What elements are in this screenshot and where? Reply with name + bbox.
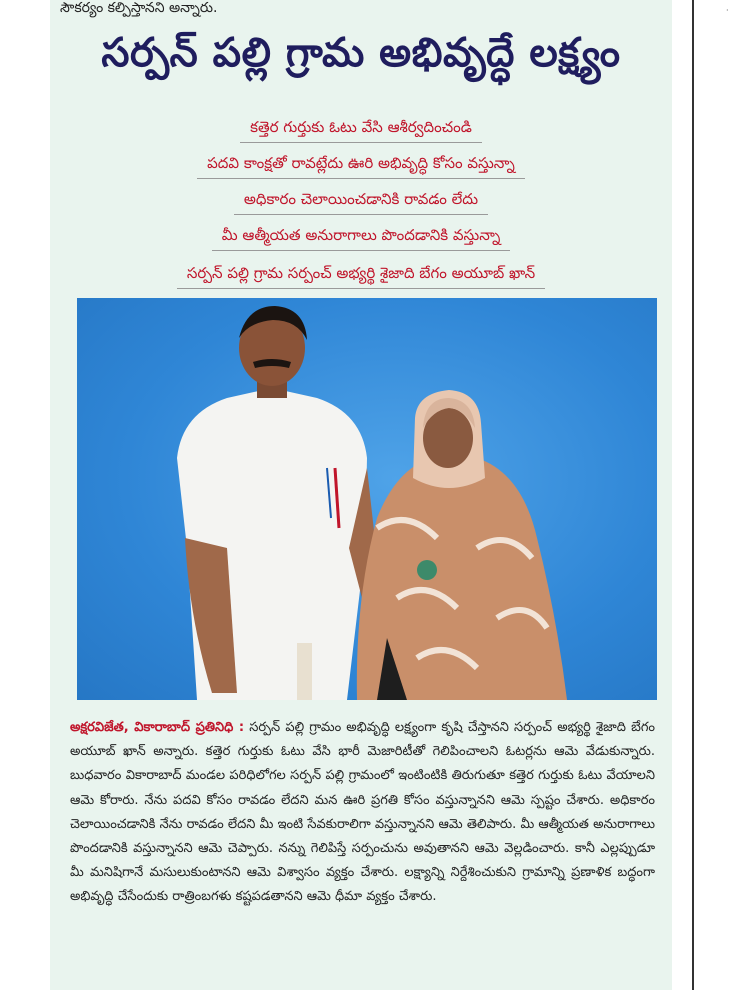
man-figure [177,306,377,700]
woman-figure [357,390,567,700]
subhead-3: అధికారం చెలాయించడానికి రావడం లేదు [50,189,672,215]
candidate-photo-illustration [77,298,657,700]
news-article [50,0,672,990]
subhead-4: మీ ఆత్మీయత అనురాగాలు పొందడానికి వస్తున్నా [50,225,672,251]
subhead-1: కత్తెర గుర్తుకు ఓటు వేసి ఆశీర్వదించండి [50,117,672,143]
dateline: అక్షరవిజేత, వికారాబాద్ ప్రతినిధి : [70,720,245,735]
corner-mark: · [726,6,729,15]
body-paragraph: సర్పన్ పల్లి గ్రామం అభివృద్ధి లక్ష్యంగా కృషి చేస్తానని సర్పంచ్ అభ్యర్థి శైజాది బేగం అయూబ్ ఖాన్ అన్నారు. కత్తెర గుర్తుకు ఓటు వేసి భారీ మెజారిటీతో గెలిపించాలని ఓటర్లను ఆమె వేడుకున్నారు. బుధవారం వికారాబాద్ మండల పరిధిలోగల సర్పన్ పల్లి గ్రామంలో ఇంటింటికి తిరుగుతూ కత్తెర గుర్తుకు ఓటు వేయాలని ఆమె కోరారు. నేను పదవి కోసం రావడం లేదని మన ఊరి ప్రగతి కోసం వస్తున్నానని ఆమె స్పష్టం చేశారు. అధికారం చెలాయించడానికి నేను రావడం లేదని మీ ఇంటి సేవకురాలిగా వస్తున్నానని ఆమె తెలిపారు. మీ ఆత్మీయత అనురాగాలు పొందడానికి వస్తున్నానని ఆమె చెప్పారు. నన్ను గెలిపిస్తే సర్పంచును అవుతానని ఆమె వెల్లడించారు. కానీ ఎల్లప్పుడూ మీ మనిషిగానే మసులుకుంటానని ఆమె విశ్వాసం వ్యక్తం చేశారు. లక్ష్యాన్ని నిర్దేశించుకుని గ్రామాన్ని ప్రణాళిక బద్ధంగా అభివృద్ధి చేసేందుకు రాత్రింబగళు కష్టపడతానని ఆమె ధీమా వ్యక్తం చేశారు. [70,720,656,905]
previous-article-tail: సౌకర్యం కల్పిస్తానని అన్నారు. [60,0,218,16]
article-body [70,716,655,910]
column-divider [692,0,694,990]
article-headline: సర్పన్ పల్లి గ్రామ అభివృద్ధే లక్ష్యం [101,30,621,76]
candidate-photo [77,298,657,700]
subhead-5: సర్పన్ పల్లి గ్రామ సర్పంచ్ అభ్యర్థి శైజాది బేగం అయూబ్ ఖాన్ [50,263,672,289]
subhead-2: పదవి కాంక్షతో రావట్లేదు ఊరి అభివృద్ధి కోసం వస్తున్నా [50,153,672,179]
